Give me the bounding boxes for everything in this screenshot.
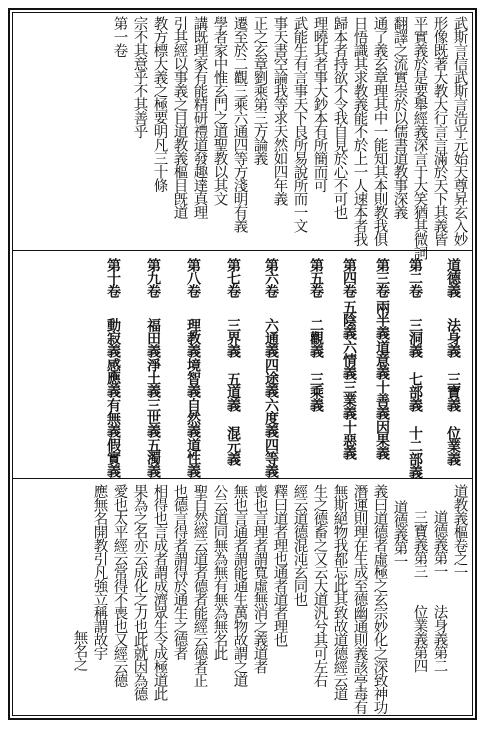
toc-entry: 三世義 <box>145 398 161 437</box>
section-divider-lower <box>12 478 473 479</box>
text-line: 無斯絕物我都忘此其致故道德經云道 <box>331 484 348 700</box>
section-divider-upper <box>12 250 473 251</box>
toc-entry: 六情義 <box>341 340 357 379</box>
toc-entry: 三業義 <box>341 380 357 419</box>
preface-line: 講既理家有能精研禮道發趣達真理 <box>191 16 208 219</box>
preface-line: 通了義玄章理其中一能知其本則教我俱 <box>371 16 388 246</box>
preface-line: 宗不其意乎不其善乎 <box>131 16 148 138</box>
preface-line: 歸本者持欲不令我自見於心不可也 <box>331 16 348 219</box>
toc-volume-label: 第三卷 <box>374 258 390 297</box>
preface-line: 平實義於是要舉經義深言于大笑猶其微詞 <box>411 16 428 259</box>
toc-entry: 三洞義 <box>407 318 423 357</box>
toc-entry: 四等義 <box>263 438 279 477</box>
text-line: 應無名開教引凡強立稱謂故宇 <box>91 484 108 660</box>
preface-line: 武斯言信武斯言浩乎元始天尊昇玄入妙 <box>451 16 468 246</box>
text-line: 無也言通者謂能通生萬物故謂之道 <box>231 484 248 687</box>
toc-volume-label: 第四卷 <box>341 258 357 297</box>
toc-entry: 三乘義 <box>308 372 324 411</box>
text-line: 生之德畜之又云大道汎兮其可左右 <box>311 484 328 687</box>
toc-entry: 二觀義 <box>308 318 324 357</box>
preface-line: 事天書空論我等求天然如四年義 <box>271 16 288 205</box>
toc-entry: 五道義 <box>225 372 241 411</box>
text-line: 無名之 <box>71 630 88 671</box>
toc-entry: 五濁義 <box>145 438 161 477</box>
volume-label: 第一卷 <box>111 16 128 57</box>
preface-line: 形像既著大教大行言言滿於天下其義皆 <box>431 16 448 246</box>
preface-line: 翻譯之流實崇於以儒書道教事深義 <box>391 16 408 219</box>
section-title: 道德義第一 <box>391 500 408 568</box>
toc-volume-label: 第六卷 <box>263 258 279 297</box>
text-line: 聖自然經云道者德者能經云德者正 <box>191 484 208 687</box>
text-line: 公云道同無為無有無為無名此 <box>211 484 228 660</box>
toc-entry: 自然義 <box>185 398 201 437</box>
toc-entry: 理教義 <box>185 318 201 357</box>
toc-entry: 三寶義 <box>445 372 461 411</box>
toc-entry: 有無義 <box>105 398 121 437</box>
preface-line: 教方標大義之極要明凡三十條 <box>151 16 168 192</box>
toc-entry: 境智義 <box>185 358 201 397</box>
toc-entry: 法身義 <box>445 318 461 357</box>
text-line: 喪也言理者謂寬虛無消之義道者 <box>251 484 268 673</box>
toc-entry: 四途義 <box>263 358 279 397</box>
toc-volume-label: 第五卷 <box>308 258 324 297</box>
text-line: 經云道德混沌玄同也 <box>291 484 308 606</box>
text-line: 相得也言成者謂成濟眾生令成極道此 <box>151 484 168 700</box>
text-line: 潛運則理在生成至德幽通則義該亭毒有 <box>351 484 368 714</box>
toc-entry: 五陰義 <box>341 300 357 339</box>
toc-entry: 道德義 <box>445 258 461 297</box>
preface-line: 學者家中惟玄門之道聖教以其文 <box>211 16 228 205</box>
toc-entry: 福田義 <box>145 318 161 357</box>
toc-entry: 感應義 <box>105 358 121 397</box>
toc-volume-label: 第十卷 <box>105 258 121 297</box>
toc-volume-label: 第二卷 <box>407 258 423 297</box>
toc-entry: 淨土義 <box>145 358 161 397</box>
toc-volume-label: 第七卷 <box>225 258 241 297</box>
toc-entry: 七部義 <box>407 372 423 411</box>
toc-entry: 六通義 <box>263 318 279 357</box>
preface-line: 引其經以事義之目道教義樞目旣道 <box>171 16 188 219</box>
preface-line: 理曉其者事大鈔本有所簡而可 <box>311 16 328 192</box>
toc-entry: 道意義 <box>374 340 390 379</box>
text-line: 愛也太平經云常得不喪也又經云德 <box>111 484 128 687</box>
book-title: 道教義樞卷之一 <box>451 484 468 579</box>
toc-entry: 三界義 <box>225 318 241 357</box>
preface-line: 武能生有言事天下良所易說所而一文 <box>291 16 308 232</box>
toc-entry: 動寂義 <box>105 318 121 357</box>
text-line: 果為之名亦云成化之力也此就因為德 <box>131 484 148 700</box>
toc-entry: 六度義 <box>263 398 279 437</box>
toc-entry: 道性義 <box>185 438 201 477</box>
toc-entry: 混元義 <box>225 426 241 465</box>
toc-entry: 兩半義 <box>374 300 390 339</box>
chapter-heading: 三寶義第三 位業義第四 <box>411 510 428 672</box>
toc-volume-label: 第八卷 <box>185 258 201 297</box>
toc-entry: 十善義 <box>374 380 390 419</box>
text-line: 義曰道德者虛極之玄宗妙化之深致神功 <box>371 484 388 714</box>
preface-line: 日悟識其求教義能不於上一人速本者我 <box>351 16 368 246</box>
preface-line: 正之玄章劉乘第三方論義 <box>251 16 268 165</box>
toc-entry: 假實義 <box>105 438 121 477</box>
chapter-heading: 道德義第一 法身義第二 <box>431 510 448 672</box>
text-line: 也德言得者謂得於通生之德者 <box>171 484 188 660</box>
toc-entry: 因果義 <box>374 420 390 459</box>
toc-entry: 十惡義 <box>341 420 357 459</box>
text-line: 釋曰道者理也通者道者理也 <box>271 484 288 646</box>
toc-entry: 十二部義 <box>407 426 423 478</box>
preface-line: 遷至於二觀三乘六通四等方淺明有義 <box>231 16 248 232</box>
toc-volume-label: 第九卷 <box>145 258 161 297</box>
toc-entry: 位業義 <box>445 426 461 465</box>
